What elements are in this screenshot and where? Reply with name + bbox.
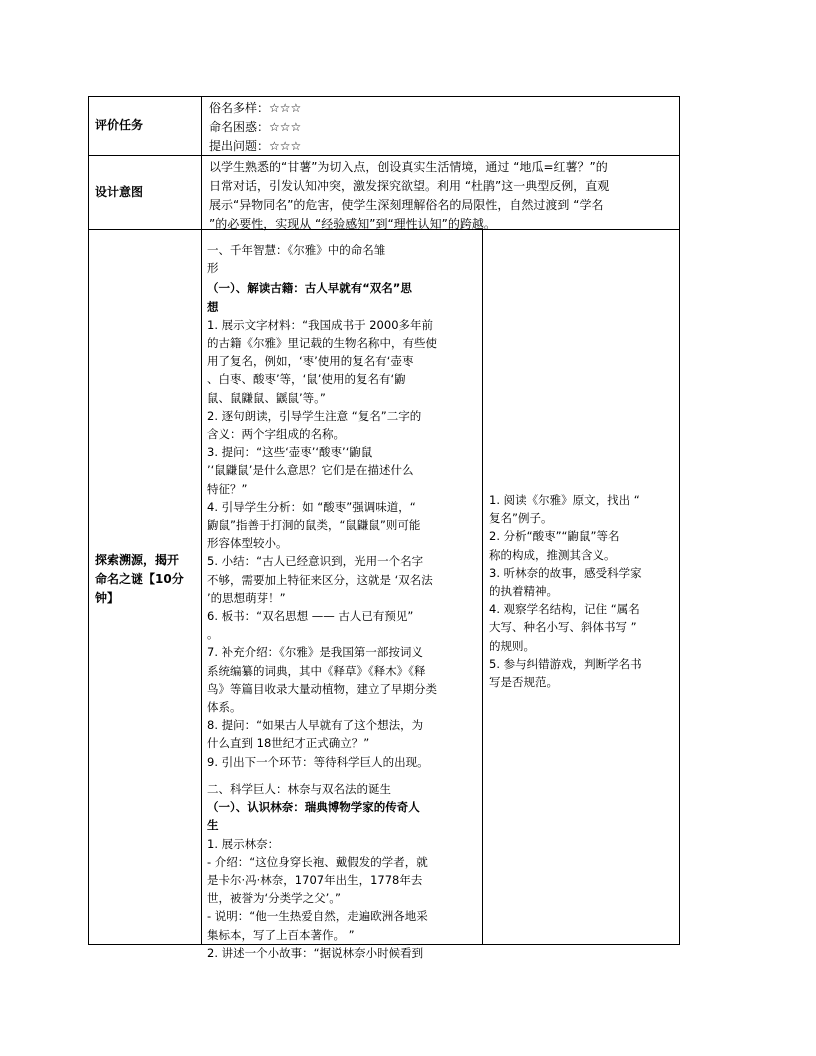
exploration-label-line: 探索溯源，揭开 (95, 553, 180, 567)
step-line: 6. 板书：“双名思想 —— 古人已有预见” (207, 609, 414, 624)
lesson-plan-table (88, 96, 680, 960)
step-line: 特征？” (207, 481, 248, 496)
activity-line: 的规则。 (489, 638, 535, 653)
evaluation-item: 命名困惑：☆☆☆ (209, 120, 302, 134)
column-divider (201, 97, 202, 944)
step-line: 、白枣、酸枣’等，‘鼠’使用的复名有‘鼩 (207, 372, 406, 387)
step-line: 鼩鼠”指善于打洞的鼠类，“鼠鼸鼠”则可能 (207, 518, 421, 533)
design-line: 展示“异物同名”的危害，使学生深刻理解俗名的局限性，自然过渡到 “学名 (209, 198, 604, 212)
step-line: ’‘鼠鼸鼠’是什么意思？它们是在描述什么 (207, 463, 414, 478)
activity-line: 的执着精神。 (489, 584, 558, 599)
step-line: 不够，需要加上特征来区分，这就是 ‘双名法 (207, 572, 433, 587)
subsection-heading: （一）、认识林奈：瑞典博物学家的传奇人 生 (207, 800, 420, 833)
teacher-activities-cell (207, 241, 479, 960)
exploration-label-line: 命名之谜【10分 (95, 572, 184, 586)
design-line: ”的必要性，实现从 “经验感知”到“理性认知”的跨越。 (209, 217, 496, 231)
design-intent-text (209, 158, 675, 234)
design-line: 以学生熟悉的“甘薯”为切入点，创设真实生活情境，通过 “地瓜=红薯？”的 (209, 160, 608, 174)
activity-line: 3. 听林奈的故事，感受科学家 (489, 565, 642, 580)
step-line: 体系。 (207, 700, 242, 715)
activity-line: 2. 分析“酸枣”“鼩鼠”等名 (489, 529, 620, 544)
step-line: 集标本，写了上百本著作。 ” (207, 927, 355, 942)
step-line: 形容体型较小。 (207, 536, 288, 551)
column-divider (482, 229, 483, 944)
activity-line: 5. 参与纠错游戏，判断学名书 (489, 656, 642, 671)
step-line: 用了复名，例如，‘枣’使用的复名有‘壶枣 (207, 354, 414, 369)
step-line: - 介绍：“这位身穿长袍、戴假发的学者，就 (207, 854, 428, 869)
activity-line: 复名”例子。 (489, 511, 553, 526)
step-line: 系统编纂的词典，其中《释草》《释木》《释 (207, 663, 426, 678)
section-heading: 二、科学巨人：林奈与双名法的诞生 (207, 781, 391, 796)
step-line: 。 (207, 627, 219, 642)
design-intent-label: 设计意图 (95, 185, 144, 199)
evaluation-item: 提出问题：☆☆☆ (209, 139, 302, 153)
step-line: 1. 展示文字材料：“我国成书于 2000多年前 (207, 317, 434, 332)
step-line: 3. 提问：“这些‘壶枣’‘酸枣’‘鼩鼠 (207, 445, 373, 460)
activity-line: 大写、种名小写、斜体书写 ” (489, 620, 637, 635)
step-line: ’的思想萌芽！” (207, 590, 286, 605)
step-line: 1. 展示林奈： (207, 836, 280, 851)
step-line: 2. 逐句朗读，引导学生注意 “复名”二字的 (207, 408, 422, 423)
step-line: 8. 提问：“如果古人早就有了这个想法，为 (207, 718, 424, 733)
activity-line: 1. 阅读《尔雅》原文，找出 “ (489, 493, 640, 507)
step-line: 什么直到 18世纪才正式确立？” (207, 736, 370, 751)
section-1-steps (207, 316, 479, 771)
step-line: 7. 补充介绍：《尔雅》是我国第一部按词义 (207, 645, 423, 660)
evaluation-task-list (209, 99, 669, 156)
exploration-label-line: 钟】 (95, 591, 120, 605)
activity-line: 4. 观察学名结构，记住 “属名 (489, 602, 640, 617)
subsection-heading: （一）、解读古籍：古人早就有“双名”思 想 (207, 281, 412, 314)
design-line: 日常对话，引发认知冲突，激发探究欲望。利用 “杜鹃”这一典型反例，直观 (209, 179, 610, 193)
evaluation-item: 俗名多样：☆☆☆ (209, 101, 302, 115)
student-activities-cell (489, 491, 677, 691)
step-line: 4. 引导学生分析：如 “酸枣”强调味道，“ (207, 499, 416, 514)
step-line: 5. 小结：“古人已经意识到，光用一个名字 (207, 554, 424, 569)
step-line: 的古籍《尔雅》里记载的生物名称中，有些使 (207, 336, 437, 351)
step-line: 鼠、鼠鼸鼠、鼷鼠’等。” (207, 390, 326, 405)
step-line: 2. 讲述一个小故事：“据说林奈小时候看到 (207, 945, 424, 960)
section-heading: 一、千年智慧：《尔雅》中的命名雏 形 (207, 243, 386, 276)
activity-line: 写是否规范。 (489, 675, 558, 690)
step-line: 是卡尔·冯·林奈，1707年出生，1778年去 (207, 872, 423, 887)
step-line: 鸟》等篇目收录大量动植物，建立了早期分类 (207, 681, 437, 696)
step-line: 含义：两个字组成的名称。 (207, 427, 345, 442)
exploration-stage-label (95, 551, 199, 608)
evaluation-task-label: 评价任务 (95, 118, 144, 132)
step-line: 世，被誉为‘分类学之父’。” (207, 891, 342, 906)
step-line: 9. 引出下一个环节：等待科学巨人的出现。 (207, 754, 429, 769)
section-2-steps (207, 835, 479, 962)
activity-line: 称的构成，推测其含义。 (489, 547, 616, 562)
step-line: - 说明：“他一生热爱自然，走遍欧洲各地采 (207, 909, 428, 924)
